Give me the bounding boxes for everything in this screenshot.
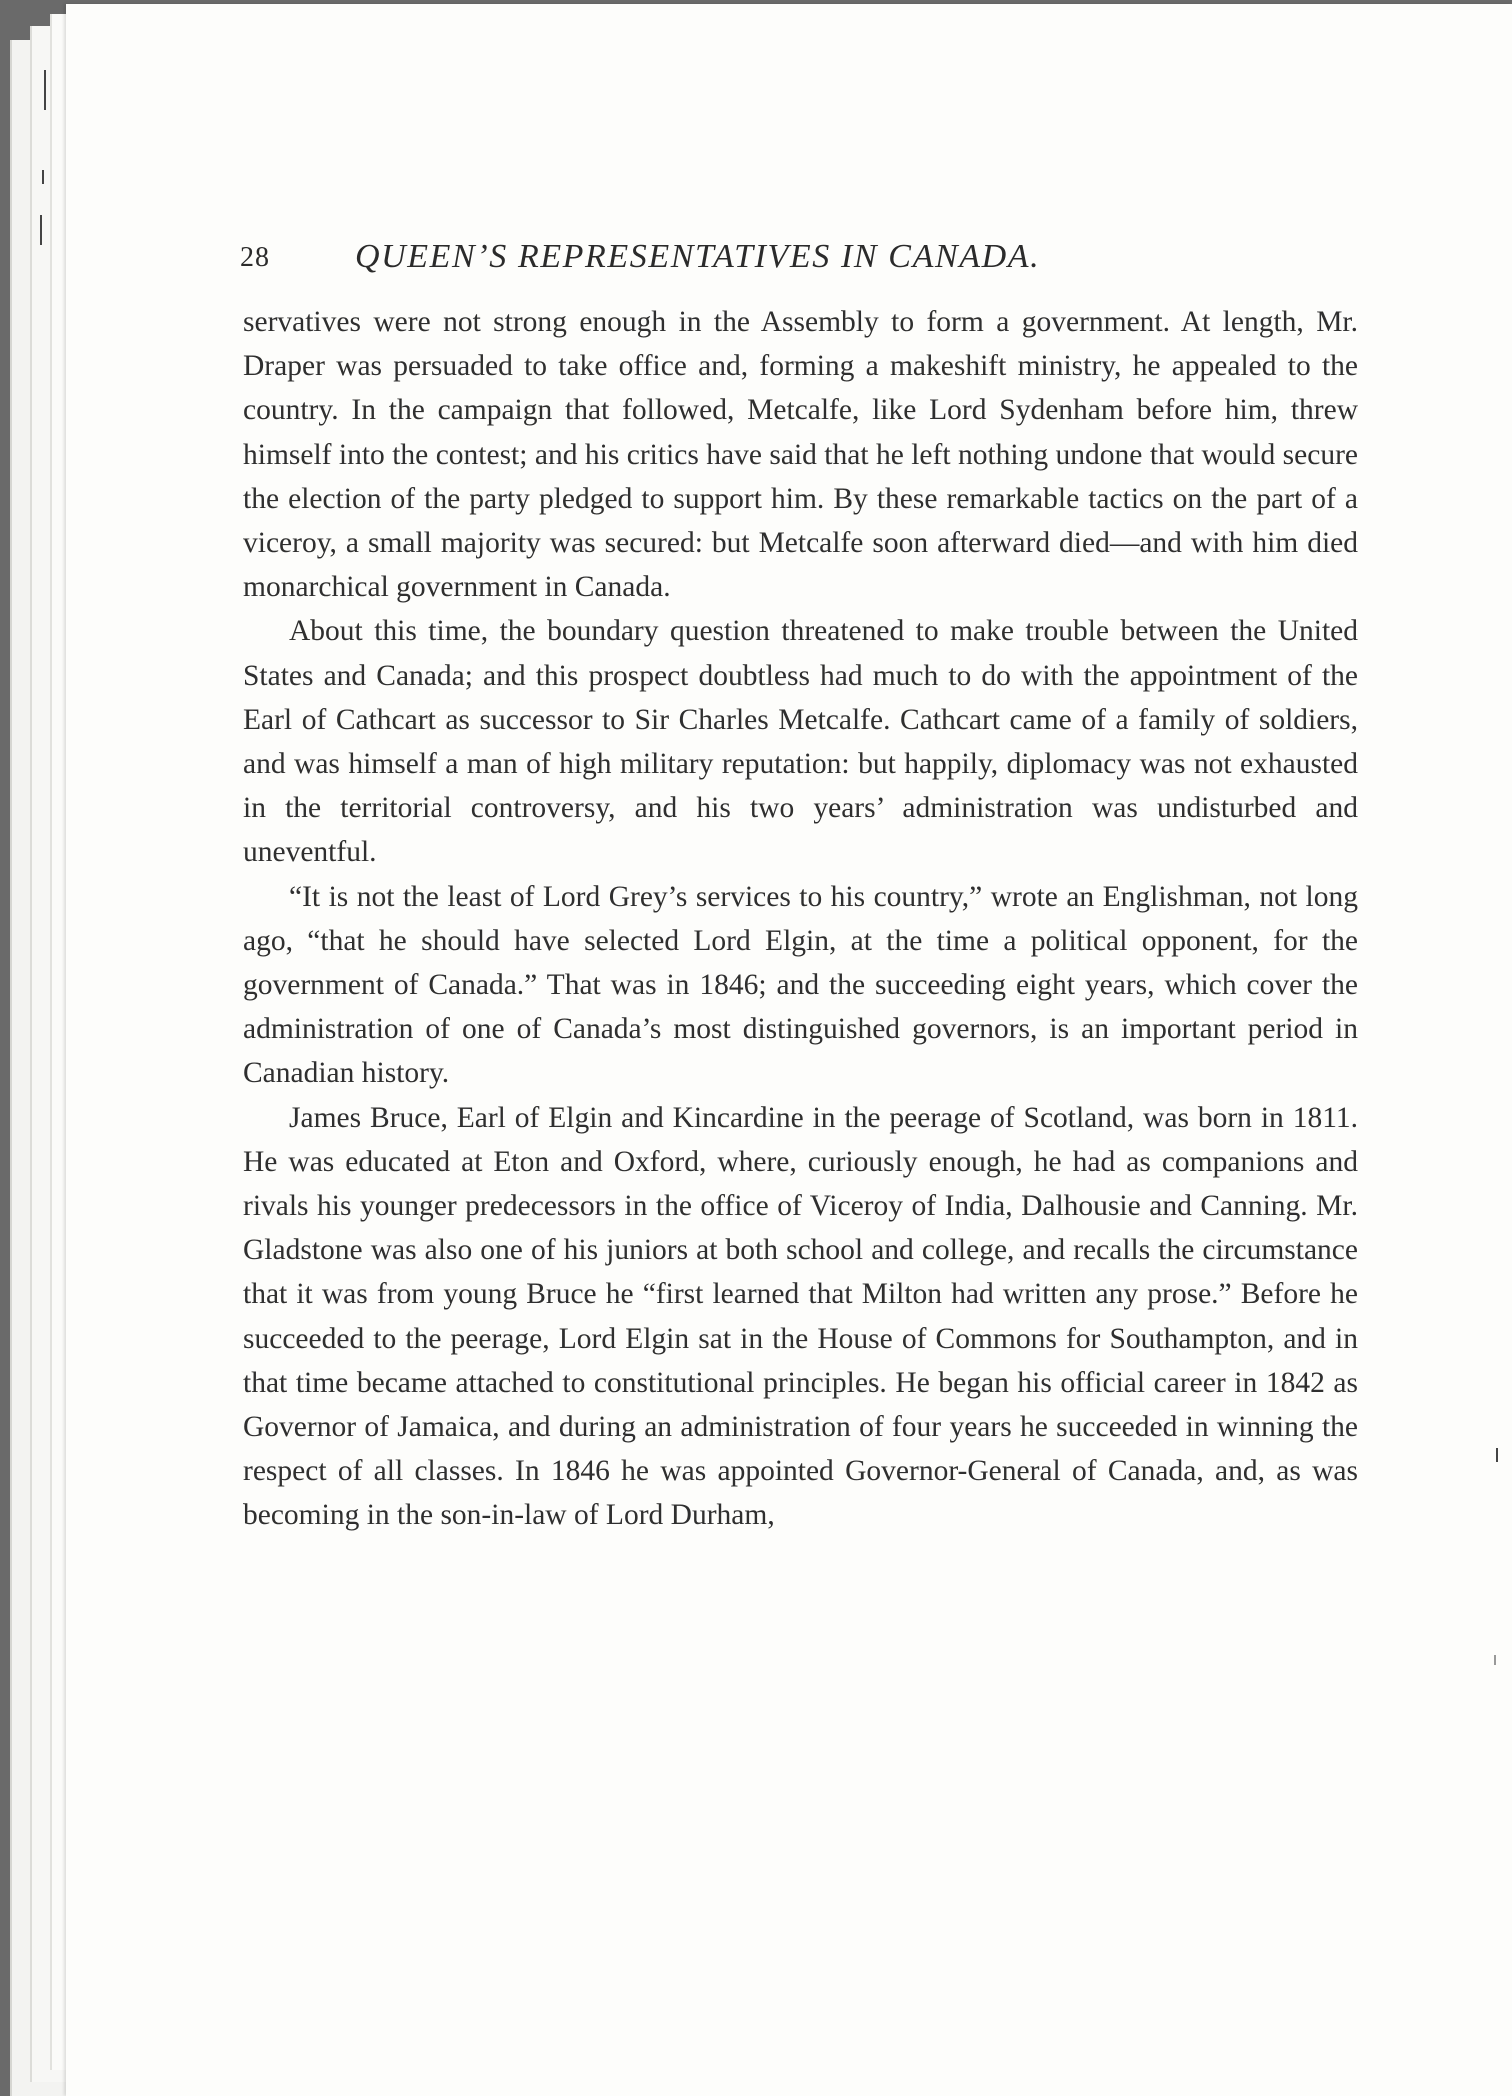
paragraph: “It is not the least of Lord Grey’s services to his country,” wrote an Englishman, not long ago, “that he should have selected Lord Elgin, at the time a political opponent, for the government of Canada.” That was in 1846; and the succeeding eight years, which cover the administration of one of Canada’s most distinguished governors, is an important period in Canadian history. (243, 880, 1358, 1090)
running-head: QUEEN’S REPRESENTATIVES IN CANADA. (355, 238, 1041, 275)
page-header (240, 238, 1360, 288)
margin-mark (40, 215, 42, 245)
margin-mark (44, 70, 46, 110)
paragraph: James Bruce, Earl of Elgin and Kincardine in the peerage of Scotland, was born in 1811. He was educated at Eton and Oxford, where, curiously enough, he had as companions and rivals his younger predecessors in the office of Viceroy of India, Dalhousie and Canning. Mr. Gladstone was also one of his juniors at both school and college, and recalls the circumstance that it was from young Bruce he “first learned that Milton had written any prose.” Before he succeeded to the peerage, Lord Elgin sat in the House of Commons for Southampton, and in that time became attached to constitutional principles. He began his official career in 1842 as Governor of Jamaica, and during an administration of four years he succeeded in winning the respect of all classes. In 1846 he was appointed Governor-General of Canada, and, as was becoming in the son-in-law of Lord Durham, (243, 1101, 1358, 1532)
page-number: 28 (240, 242, 270, 273)
margin-mark (42, 170, 44, 184)
margin-mark (1496, 1448, 1498, 1462)
body-text (243, 300, 1358, 1538)
paragraph: About this time, the boundary question threatened to make trouble between the United States and Canada; and this prospect doubtless had much to do with the appointment of the Earl of Cathcart as successor to Sir Charles Metcalfe. Cathcart came of a family of soldiers, and was himself a man of high military reputation: but happily, diplomacy was not exhausted in the territorial controversy, and his two years’ administration was undisturbed and uneventful. (243, 615, 1358, 869)
margin-mark (1494, 1655, 1496, 1665)
paragraph: servatives were not strong enough in the Assembly to form a government. At length, Mr. Draper was persuaded to take office and, forming a makeshift ministry, he appealed to the country. In the campaign that followed, Metcalfe, like Lord Sydenham before him, threw himself into the contest; and his critics have said that he left nothing undone that would secure the election of the party pledged to support him. By these remarkable tactics on the part of a viceroy, a small majority was secured: but Metcalfe soon afterward died—and with him died monarchical government in Canada. (243, 306, 1358, 604)
